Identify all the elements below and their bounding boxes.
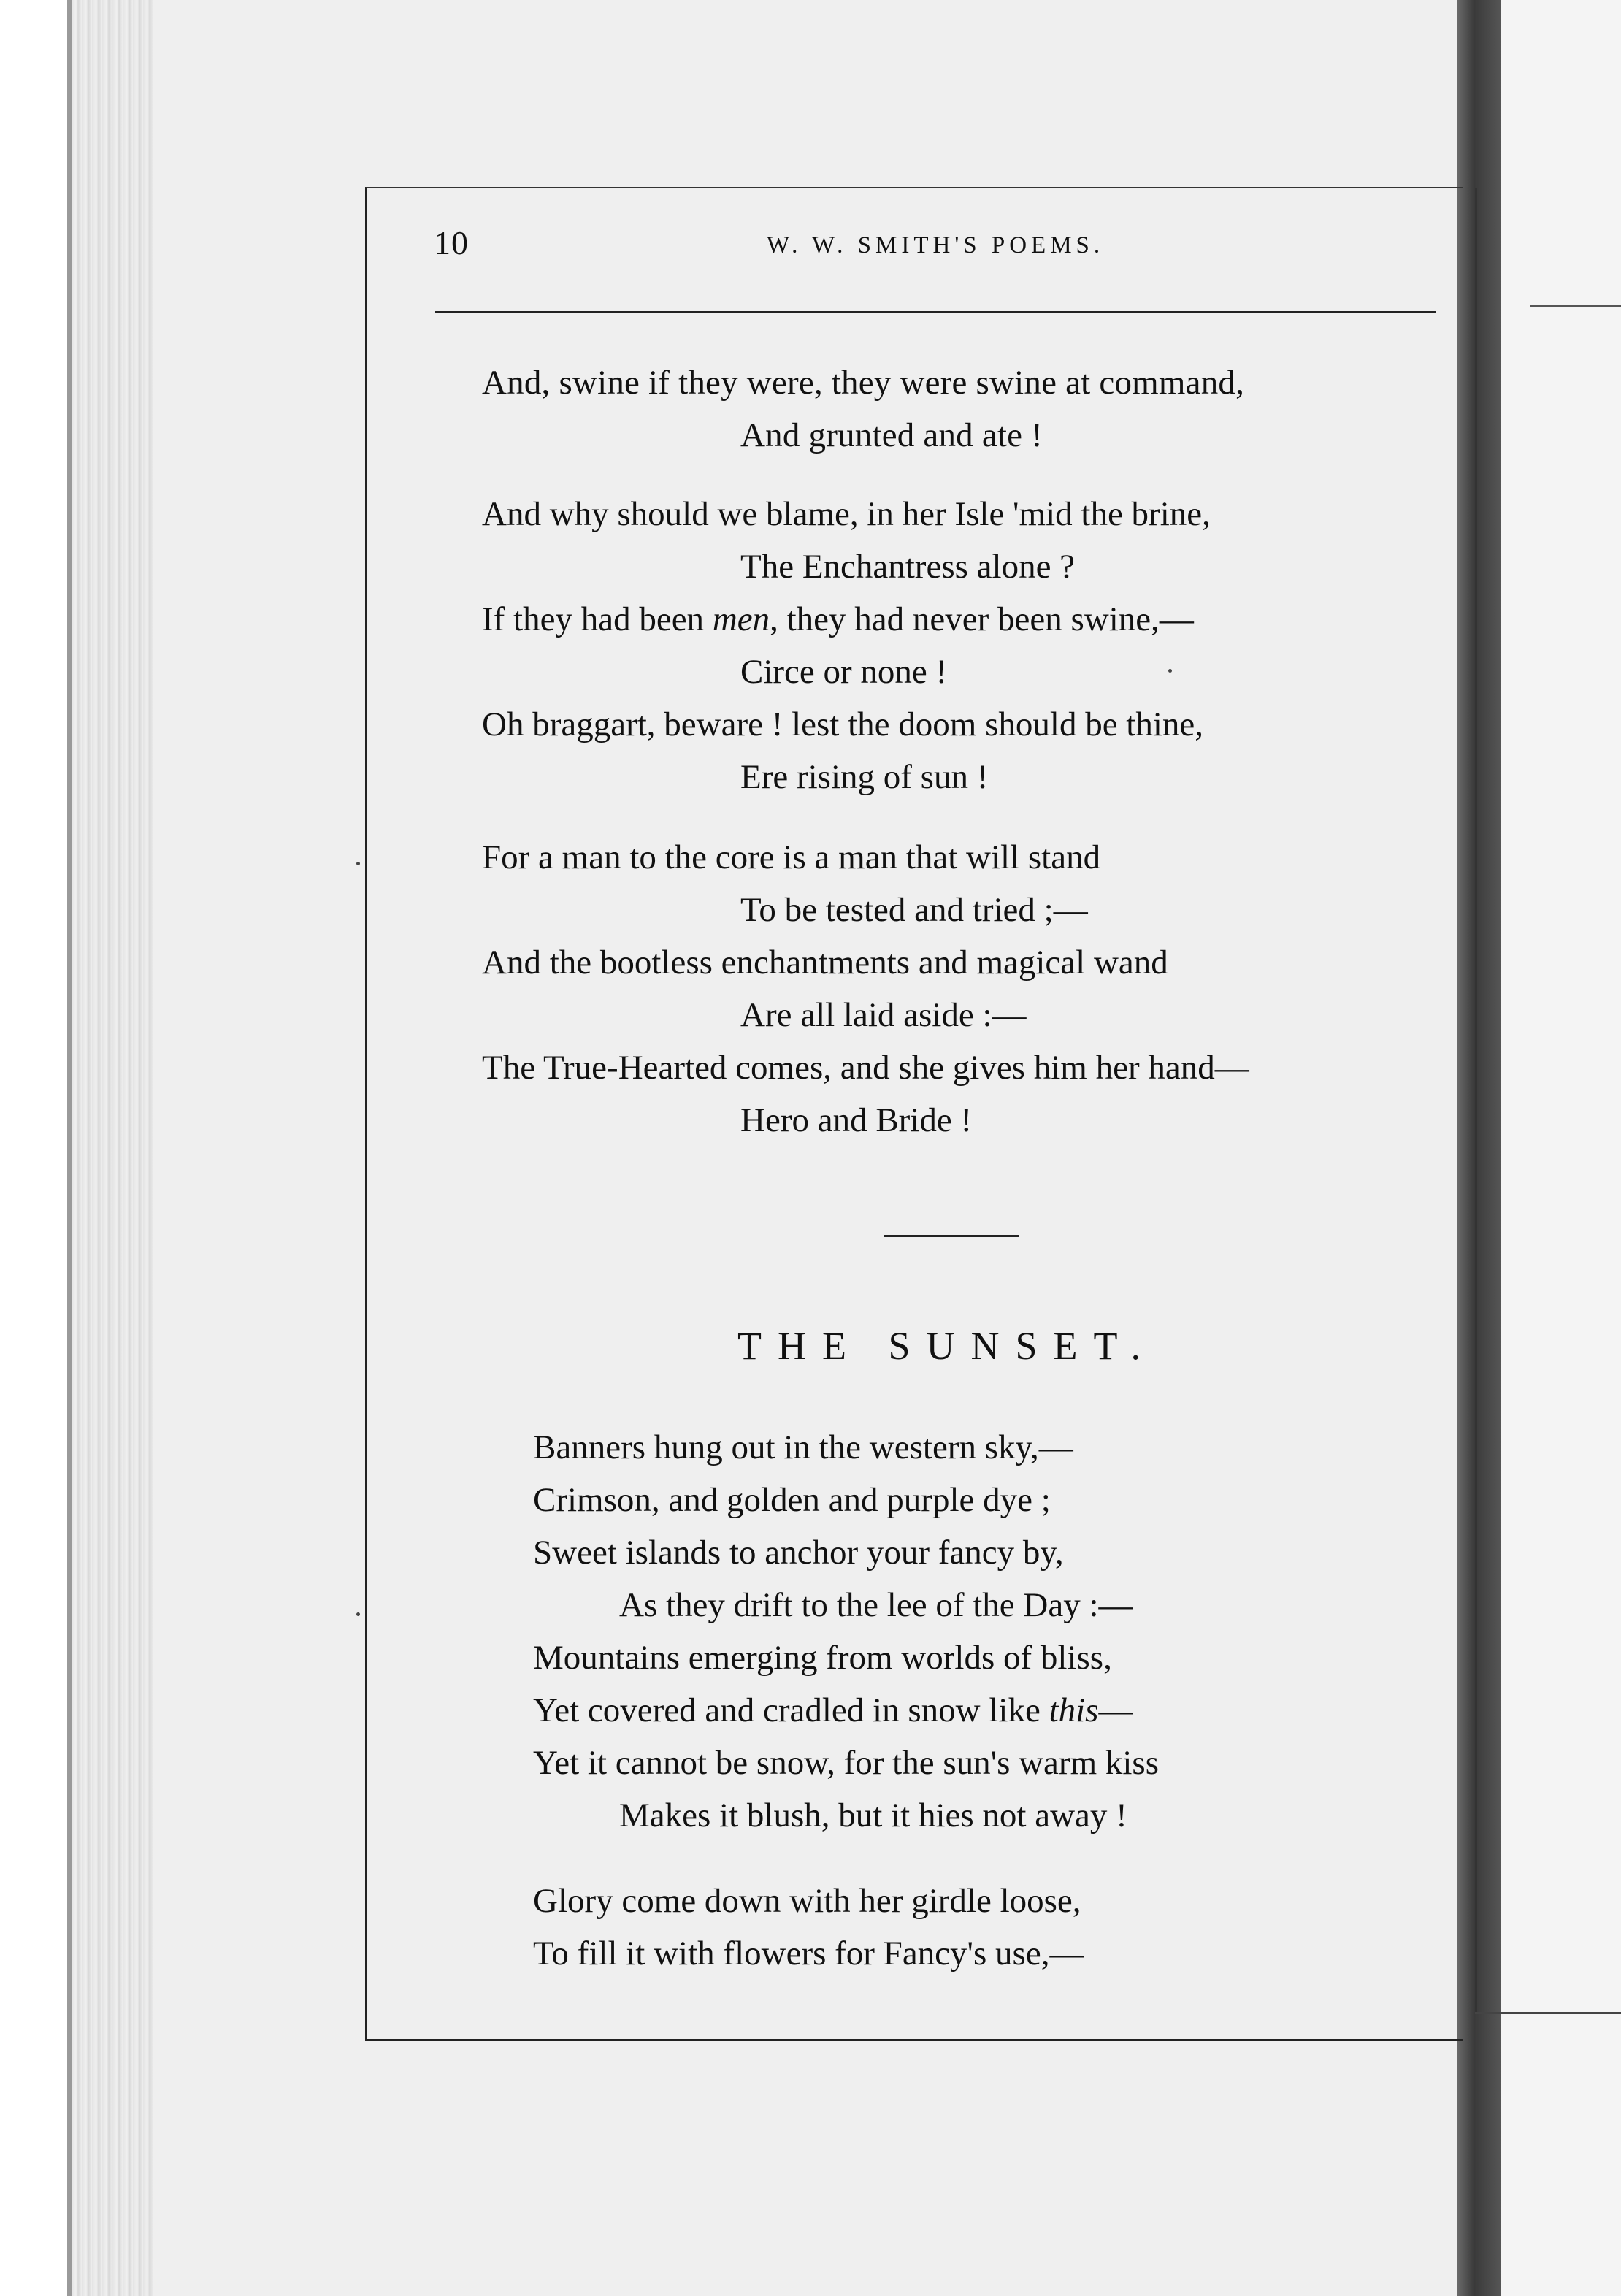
verse-line: Yet it cannot be snow, for the sun's warm kiss (533, 1744, 1160, 1782)
poem-title: THE SUNSET. (737, 1324, 1157, 1368)
verse-line: Sweet islands to anchor your fancy by, (533, 1534, 1064, 1572)
italic-word: this (1049, 1691, 1099, 1729)
verse-line: Ere rising of sun ! (740, 758, 989, 796)
poem2-stanza-1 (533, 1421, 1159, 1842)
verse-line: Circe or none ! (740, 653, 948, 691)
verse-line: Yet covered and cradled in snow like this— (533, 1691, 1133, 1729)
scan-speck (356, 862, 360, 865)
scan-speck (356, 1612, 360, 1616)
verse-line: For a man to the core is a man that will stand (482, 838, 1101, 876)
verse-line: Hero and Bride ! (740, 1101, 973, 1139)
running-head: W. W. SMITH'S POEMS. (767, 232, 1105, 259)
verse-line: As they drift to the lee of the Day :— (619, 1586, 1133, 1624)
section-divider (884, 1235, 1019, 1237)
adjacent-page-rule (1530, 305, 1621, 307)
scan-speck (1168, 669, 1172, 673)
verse-line: Oh braggart, beware ! lest the doom should be thine, (482, 705, 1204, 743)
page-stack-edge (67, 0, 166, 2296)
verse-line: Are all laid aside :— (740, 996, 1027, 1034)
verse-line: And the bootless enchantments and magical wand (482, 944, 1168, 981)
verse-line: Glory come down with her girdle loose, (533, 1882, 1081, 1920)
poem1-stanza-3 (482, 831, 1249, 1147)
verse-line: Mountains emerging from worlds of bliss, (533, 1639, 1112, 1677)
verse-line: And, swine if they were, they were swine at command, (482, 364, 1245, 402)
verse-line: To fill it with flowers for Fancy's use,— (533, 1935, 1084, 1972)
italic-word: men (712, 600, 770, 638)
verse-line: The True-Hearted comes, and she gives him her hand— (482, 1049, 1249, 1087)
verse-line: To be tested and tried ;— (740, 891, 1088, 929)
verse-line: And grunted and ate ! (740, 416, 1043, 454)
poem2-stanza-2 (533, 1875, 1084, 1980)
verse-line: And why should we blame, in her Isle 'mid the brine, (482, 495, 1211, 533)
poem1-stanza-1 (482, 356, 1244, 462)
header-rule (435, 311, 1436, 313)
adjacent-page-bottom-rule (1475, 2012, 1621, 2014)
verse-line: Makes it blush, but it hies not away ! (619, 1796, 1127, 1834)
verse-line: If they had been men, they had never been swine,— (482, 600, 1194, 638)
verse-line: The Enchantress alone ? (740, 548, 1076, 586)
verse-line: Crimson, and golden and purple dye ; (533, 1481, 1051, 1519)
verse-line: Banners hung out in the western sky,— (533, 1428, 1073, 1466)
page-number: 10 (434, 224, 469, 261)
poem1-stanza-2 (482, 488, 1211, 803)
adjacent-page-frame (1475, 188, 1621, 2014)
